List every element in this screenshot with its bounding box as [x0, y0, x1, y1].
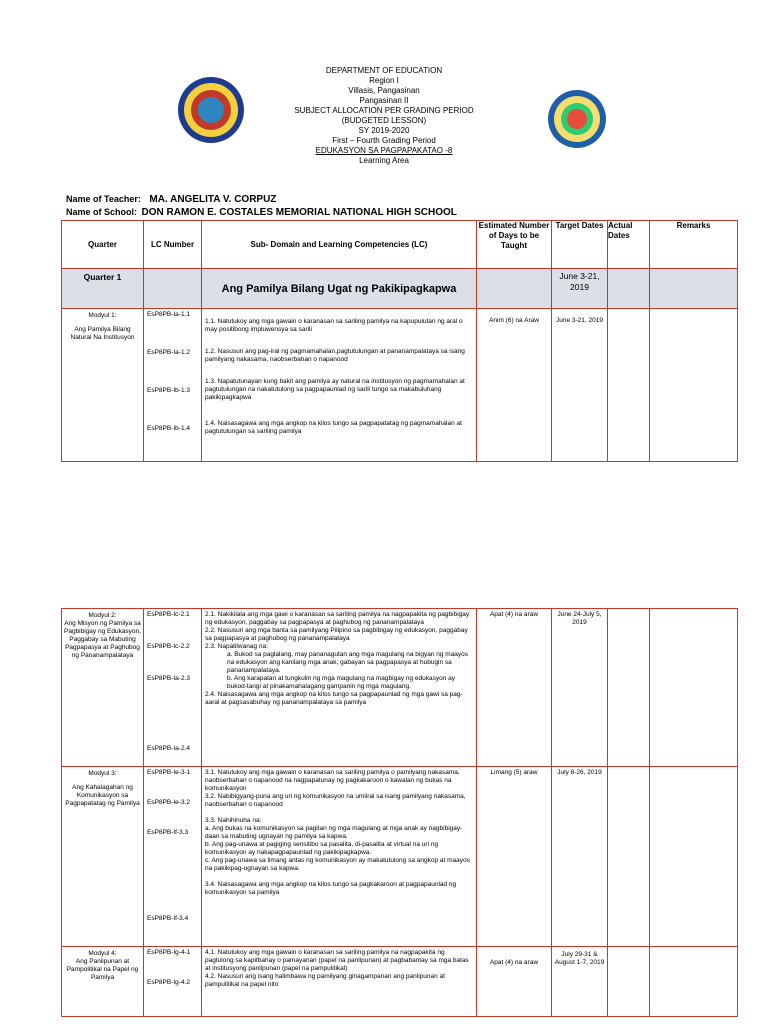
module-title: Modyul 2:: [88, 612, 117, 619]
quarter-label: Quarter 1: [62, 269, 144, 309]
module-title-cell: [62, 309, 144, 462]
competency: c. Ang pag-unawa sa limang antas ng komunikasyon ay makatutulong sa angkop at maayos na pakikipag-ugnayan sa kapwa.: [205, 857, 470, 872]
competency: 3.1. Natutukoy ang mga gawain o karanasan sa sariling pamilya o pamilyang nakasama, naobserbahan o napanood na nagpapatunay ng pagkakaroon o kawalan ng bukas na komunikasyon: [205, 769, 460, 792]
module-row: [62, 309, 738, 462]
table-header-row: [62, 221, 738, 269]
school-name: DON RAMON E. COSTALES MEMORIAL NATIONAL HIGH SCHOOL: [141, 207, 457, 218]
lc-number: EsP8PB-Ie-3-1: [147, 769, 191, 776]
school-label: Name of School:: [66, 207, 138, 217]
header-line: Learning Area: [359, 156, 409, 165]
header-line: SY 2019-2020: [358, 126, 410, 135]
competency: 2.4. Naisasagawa ang mga angkop na kilos tungo sa pagpapaunlad ng mga gawi sa pag-aaral at pagsasabuhay ng pananampalataya sa pamilya: [205, 691, 463, 706]
competency: 1.4. Naisasagawa ang mga angkop na kilos tungo sa pagpapatatag ng pagmamahalan at pagtutulungan sa sariling pamilya: [205, 420, 462, 435]
document-header: [0, 66, 768, 166]
module-title-cell: [62, 947, 144, 1017]
col-target: Target Dates: [552, 221, 608, 269]
col-remarks: Remarks: [650, 221, 738, 269]
competency: 1.2. Nasusuri ang pag-iral ng pagmamahalan,pagtutulungan at pananampalataya sa isang pamilyang nakasama, naobserbahan o napanood: [205, 348, 465, 363]
days-cell: Apat (4) na araw: [477, 609, 552, 767]
col-subdomain: Sub- Domain and Learning Competencies (LC): [202, 221, 477, 269]
competencies-cell: [202, 947, 477, 1017]
competency: 4.1. Natutukoy ang mga gawain o karanasan sa sariling pamilya na nagpapakita ng pagtulong sa kapitbahay o pamayanan (papel na panlipunan) at pagbabantay sa mga batas at institusyong panlipunan (papel na pampulitikal): [205, 949, 469, 972]
target-cell: June 24-July 5, 2019: [552, 609, 608, 767]
header-line: Region I: [369, 76, 399, 85]
competency: 2.2. Nasusuri ang mga banta sa pamilyang Pilipino sa pagbibigay ng edukasyon, paggabay sa pagpapasya at paghubog ng pananampalataya: [205, 627, 468, 642]
lc-number: EsP8PB-If-3.3: [147, 829, 189, 836]
lc-number-cell: [144, 309, 202, 462]
lc-number: EsP8PB-Ic-2.1: [147, 611, 190, 618]
competencies-cell: [202, 309, 477, 462]
competency: 1.3. Napatutunayan kung bakit ang pamilya ay natural na institusyon ng pagmamahalan at pagtutulungan na nakatutulong sa pagpapaunlad ng sarili tungo sa makabuluhang pakikipagkapwa: [205, 378, 465, 401]
days-cell: Limang (5) araw: [477, 767, 552, 947]
competency: a. Bukod sa paglalang, may pananagutan ang mga magulang na bigyan ng maayos na edukasyon ang kanilang mga anak, gabayan sa pagpapasya at hubugin sa pananampalataya.: [227, 651, 469, 674]
competency: 3.4. Naisasagawa ang mga angkop na kilos tungo sa pagkakaroon at pagpapaunlad ng komunikasyon sa pamilya: [205, 881, 457, 896]
module-subtitle: Ang Panlipunan at Pampolitikal na Papel ng Pamilya: [66, 958, 139, 981]
header-line: First – Fourth Grading Period: [332, 136, 436, 145]
lc-number: EsP8PB-Ia-1.1: [147, 311, 190, 318]
allocation-table-part-2: [61, 608, 738, 1017]
header-line: SUBJECT ALLOCATION PER GRADING PERIOD: [294, 106, 474, 115]
competency: a. Ang bukas na komunikasyon sa pagitan ng mga magulang at mga anak ay nagbibigay-daan sa mabuting ugnayan ng pamilya sa kapwa.: [205, 825, 463, 840]
competency: 2.3. Napatilwanag na:: [205, 643, 268, 650]
module-row: [62, 609, 738, 767]
lc-number: EsP8PB-Ib-1.4: [147, 425, 190, 432]
target-cell: July 29-31 & August 1-7, 2019: [552, 947, 608, 1017]
competencies-cell: [202, 609, 477, 767]
col-actual: Actual Dates: [608, 221, 650, 269]
teacher-name: MA. ANGELITA V. CORPUZ: [149, 194, 277, 205]
quarter-title: Ang Pamilya Bilang Ugat ng Pakikipagkapwa: [202, 269, 477, 309]
lc-number-cell: [144, 609, 202, 767]
competency: b. Ang karapatan at tungkulin ng mga magulang na magbigay ng edukasyon ay bukod-tangi at pinakamahalagang gampanin ng mga magulang.: [227, 675, 456, 690]
header-line: Pangasinan II: [359, 96, 409, 105]
module-row: [62, 947, 738, 1017]
teacher-line: [66, 194, 276, 205]
module-row: [62, 767, 738, 947]
header-line: (BUDGETED LESSON): [341, 116, 427, 125]
module-title-cell: [62, 609, 144, 767]
lc-number: EsP8PB-Ig-4.2: [147, 979, 190, 986]
days-cell: Anim (6) na Araw: [477, 309, 552, 462]
school-line: [66, 207, 457, 218]
lc-number-cell: [144, 947, 202, 1017]
module-subtitle: Ang Misyon ng Pamilya sa Pagbibigay ng Edukasyon, Paggabay sa Mabuting Pagpapasya at Paghubog ng Pananampalataya: [64, 620, 141, 659]
lc-number: EsP8PB-Ia-1.2: [147, 349, 190, 356]
days-cell: Apat (4) na araw: [477, 947, 552, 1017]
module-subtitle: Ang Kahalagahan ng Komunikasyon sa Pagpapatatag ng Pamilya: [65, 784, 140, 807]
module-title: Modyul 3:: [88, 770, 117, 777]
lc-number: EsP8PB-Ig-4-1: [147, 949, 191, 956]
competency: 1.1. Natutukoy ang mga gawain o karanasan sa sariling pamilya na kapupulutan ng aral o may positibong impluwensya sa sarili: [205, 318, 463, 333]
competency: 2.1. Nakikilala ang mga gawi o karanasan sa sariling pamilya na nagpapakita ng pagbibigay ng edukasyon, paggabay sa pagpapasya at paghubog ng pananampalataya: [205, 611, 470, 626]
teacher-label: Name of Teacher:: [66, 194, 141, 204]
col-days: Estimated Number of Days to be Taught: [477, 221, 552, 269]
competency: 3.2. Nabibigyang-puna ang uri ng komunikasyon na umiiral sa isang pamilyang nakasama, naobserbahan o napanood: [205, 793, 466, 808]
header-line: Villasis, Pangasinan: [348, 86, 420, 95]
target-cell: June 3-21, 2019: [552, 309, 608, 462]
header-line: DEPARTMENT OF EDUCATION: [325, 66, 443, 75]
lc-number: EsP8PB-Ie-3.2: [147, 799, 190, 806]
learning-area-title: EDUKASYON SA PAGPAPAKATAO -8: [315, 146, 453, 155]
module-title: Modyul 1:: [88, 312, 117, 319]
module-title-cell: [62, 767, 144, 947]
target-cell: July 8-26, 2019: [552, 767, 608, 947]
module-subtitle: Ang Pamilya Bilang Natural Na Institusyon: [70, 326, 135, 341]
col-lc-number: LC Number: [144, 221, 202, 269]
lc-number: EsP8PB-Ib-1.3: [147, 387, 190, 394]
quarter-target: June 3-21, 2019: [552, 269, 608, 309]
lc-number: EsP8PB-If-3.4: [147, 915, 189, 922]
lc-number: EsP8PB-Ia-2.3: [147, 675, 190, 682]
lc-number-cell: [144, 767, 202, 947]
allocation-table-part-1: [61, 220, 738, 462]
lc-number: EsP8PB-Ic-2.2: [147, 643, 190, 650]
competencies-cell: [202, 767, 477, 947]
competency: 4.2. Nasusuri ang isang halimbawa ng pamilyang ginagampanan ang panlipunan at pampulitikal na papel nito: [205, 973, 445, 988]
quarter-row: [62, 269, 738, 309]
competency: b. Ang pag-unawa at pagiging sensitibo sa pasalita, di-pasalita at virtual na uri ng komunikasyon ay nakapagpapaunlad ng pakikipagkapwa.: [205, 841, 439, 856]
col-quarter: Quarter: [62, 221, 144, 269]
competency: 3.3. Nahihinuha na:: [205, 817, 262, 824]
module-title: Modyul 4:: [88, 950, 117, 957]
lc-number: EsP8PB-Ia-2.4: [147, 745, 190, 752]
